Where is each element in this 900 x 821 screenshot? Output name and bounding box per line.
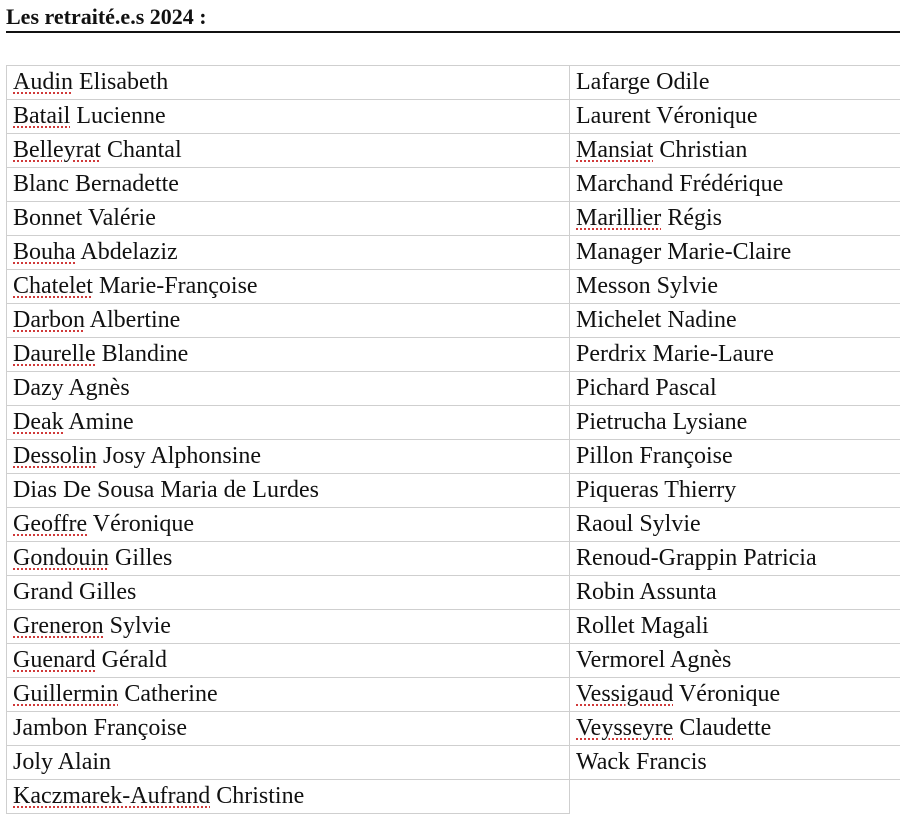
document-heading: Les retraité.e.s 2024 : [6, 4, 900, 33]
surname: Lafarge [576, 69, 651, 95]
name-cell [7, 100, 570, 134]
given-name: Françoise [639, 443, 733, 469]
surname: Pietrucha [576, 409, 667, 435]
table-row [7, 134, 900, 168]
table-row [7, 746, 900, 780]
surname: Dias De Sousa [13, 477, 155, 503]
table-row [7, 202, 900, 236]
given-name: Claudette [679, 715, 772, 741]
given-name: Sylvie [656, 273, 719, 299]
surname: Daurelle [13, 341, 96, 367]
table-row [7, 576, 900, 610]
given-name: Marie-Françoise [98, 273, 258, 299]
table-row [7, 270, 900, 304]
surname: Bouha [13, 239, 76, 265]
surname: Audin [13, 69, 73, 95]
given-name: Alain [57, 749, 112, 775]
given-name: Gérald [101, 647, 167, 673]
table-row [7, 304, 900, 338]
surname: Laurent [576, 103, 651, 129]
surname: Renoud-Grappin [576, 545, 738, 571]
name-cell [7, 66, 570, 100]
name-cell [570, 338, 900, 372]
surname: Kaczmarek-Aufrand [13, 783, 211, 809]
name-cell [570, 304, 900, 338]
surname: Vermorel [576, 647, 666, 673]
name-cell [7, 338, 570, 372]
surname: Gondouin [13, 545, 109, 571]
name-cell [7, 270, 570, 304]
surname: Dazy [13, 375, 64, 401]
table-row [7, 338, 900, 372]
table-row [7, 406, 900, 440]
given-name: Sylvie [639, 511, 701, 537]
name-cell [570, 66, 900, 100]
table-row [7, 712, 900, 746]
surname: Raoul [576, 511, 634, 537]
given-name: Blandine [101, 341, 189, 367]
name-cell [7, 202, 570, 236]
surname: Jambon [13, 715, 88, 741]
name-cell [7, 134, 570, 168]
surname: Vessigaud [576, 681, 674, 707]
table-row [7, 372, 900, 406]
given-name: Françoise [93, 715, 187, 741]
surname: Blanc [13, 171, 69, 197]
name-cell [7, 372, 570, 406]
given-name: Véronique [678, 681, 781, 707]
surname: Marchand [576, 171, 674, 197]
surname: Rollet [576, 613, 635, 639]
surname: Pichard [576, 375, 650, 401]
name-cell [570, 610, 900, 644]
given-name: Marie-Claire [667, 239, 792, 265]
table-row [7, 236, 900, 270]
name-cell [570, 406, 900, 440]
given-name: Frédérique [679, 171, 784, 197]
name-cell [7, 474, 570, 508]
given-name: Albertine [89, 307, 181, 333]
name-cell [7, 406, 570, 440]
surname: Belleyrat [13, 137, 101, 163]
surname: Wack [576, 749, 631, 775]
given-name: Catherine [124, 681, 218, 707]
surname: Joly [13, 749, 54, 775]
given-name: Lysiane [672, 409, 748, 435]
name-cell [7, 508, 570, 542]
given-name: Valérie [87, 205, 156, 231]
given-name: Véronique [92, 511, 195, 537]
given-name: Bernadette [74, 171, 179, 197]
surname: Michelet [576, 307, 662, 333]
surname: Messon [576, 273, 651, 299]
surname: Perdrix [576, 341, 647, 367]
name-cell [570, 100, 900, 134]
surname: Robin [576, 579, 635, 605]
name-cell [7, 440, 570, 474]
table-row [7, 100, 900, 134]
given-name: Véronique [656, 103, 758, 129]
table-row [7, 508, 900, 542]
name-cell [7, 712, 570, 746]
given-name: Patricia [743, 545, 817, 571]
surname: Guillermin [13, 681, 119, 707]
given-name: Agnès [669, 647, 732, 673]
given-name: Maria de Lurdes [160, 477, 319, 503]
table-row [7, 678, 900, 712]
name-cell [570, 440, 900, 474]
name-cell [7, 644, 570, 678]
name-cell [7, 236, 570, 270]
name-cell [570, 270, 900, 304]
surname: Veysseyre [576, 715, 674, 741]
retirees-table [6, 65, 900, 814]
name-cell [7, 678, 570, 712]
name-cell [570, 644, 900, 678]
table-row [7, 66, 900, 100]
given-name: Régis [667, 205, 722, 231]
table-row [7, 168, 900, 202]
surname: Marillier [576, 205, 662, 231]
given-name: Chantal [106, 137, 182, 163]
given-name: Gilles [115, 545, 173, 571]
name-cell [7, 304, 570, 338]
surname: Bonnet [13, 205, 83, 231]
surname: Deak [13, 409, 64, 435]
given-name: Sylvie [109, 613, 171, 639]
surname: Mansiat [576, 137, 654, 163]
surname: Guenard [13, 647, 96, 673]
given-name: Elisabeth [79, 69, 169, 95]
name-cell [7, 168, 570, 202]
name-cell [570, 372, 900, 406]
name-cell [570, 542, 900, 576]
name-cell [570, 134, 900, 168]
given-name: Francis [636, 749, 707, 775]
given-name: Magali [640, 613, 709, 639]
table-row [7, 474, 900, 508]
given-name: Assunta [639, 579, 717, 605]
name-cell [570, 678, 900, 712]
surname: Grand [13, 579, 73, 605]
name-cell [7, 576, 570, 610]
given-name: Christine [216, 783, 305, 809]
table-row [7, 780, 900, 814]
table-row [7, 644, 900, 678]
given-name: Agnès [68, 375, 130, 401]
surname: Darbon [13, 307, 85, 333]
given-name: Abdelaziz [80, 239, 178, 265]
surname: Batail [13, 103, 71, 129]
name-cell [7, 746, 570, 780]
table-row [7, 610, 900, 644]
name-cell [570, 236, 900, 270]
empty-cell [570, 780, 900, 814]
name-cell [570, 746, 900, 780]
name-cell [570, 576, 900, 610]
given-name: Christian [659, 137, 748, 163]
surname: Geoffre [13, 511, 88, 537]
surname: Manager [576, 239, 662, 265]
given-name: Thierry [664, 477, 737, 503]
name-cell [570, 474, 900, 508]
given-name: Lucienne [76, 103, 166, 129]
given-name: Gilles [78, 579, 137, 605]
name-cell [7, 610, 570, 644]
surname: Pillon [576, 443, 634, 469]
surname: Greneron [13, 613, 104, 639]
name-cell [570, 508, 900, 542]
given-name: Odile [656, 69, 710, 95]
name-cell [570, 168, 900, 202]
given-name: Amine [68, 409, 134, 435]
retirees-table-body [7, 66, 900, 814]
name-cell [7, 542, 570, 576]
given-name: Nadine [667, 307, 737, 333]
given-name: Josy Alphonsine [103, 443, 262, 469]
given-name: Marie-Laure [652, 341, 774, 367]
table-row [7, 542, 900, 576]
surname: Dessolin [13, 443, 97, 469]
surname: Piqueras [576, 477, 659, 503]
name-cell [570, 712, 900, 746]
name-cell [570, 202, 900, 236]
name-cell [7, 780, 570, 814]
surname: Chatelet [13, 273, 93, 299]
table-row [7, 440, 900, 474]
given-name: Pascal [655, 375, 717, 401]
